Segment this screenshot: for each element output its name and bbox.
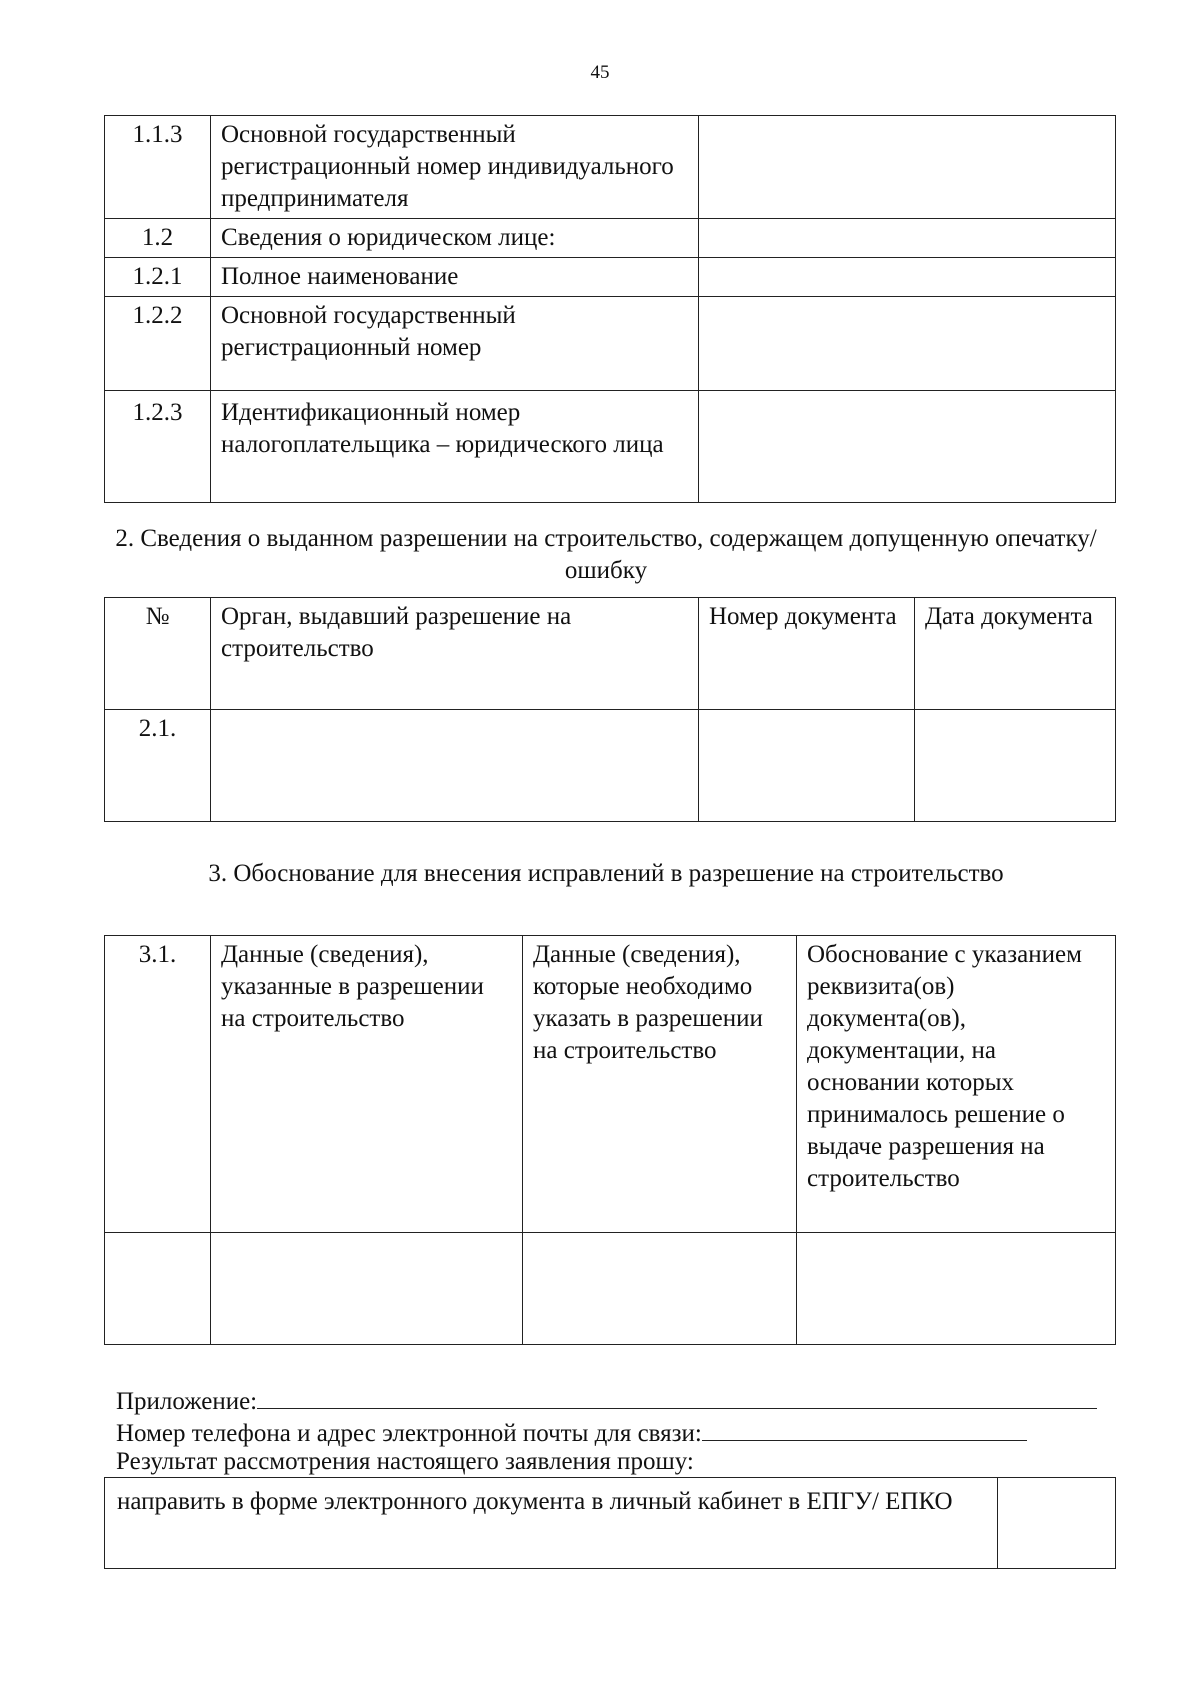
row-number: 1.2.3 bbox=[105, 391, 211, 503]
permit-table bbox=[104, 597, 1116, 822]
row-number: 2.1. bbox=[105, 710, 211, 822]
row-number: 1.2.2 bbox=[105, 297, 211, 391]
row-label: Идентификационный номер налогоплательщика – юридического лица bbox=[211, 391, 699, 503]
contact-field[interactable] bbox=[702, 1414, 1027, 1441]
table-header-row bbox=[105, 598, 1116, 710]
doc-number-cell[interactable] bbox=[699, 710, 915, 822]
attachment-field[interactable] bbox=[257, 1382, 1097, 1409]
table-row bbox=[105, 258, 1116, 297]
current-data-cell[interactable] bbox=[211, 1233, 523, 1345]
row-value-cell[interactable] bbox=[699, 258, 1116, 297]
col-header-authority: Орган, выдавший разрешение на строительство bbox=[211, 598, 699, 710]
table-row bbox=[105, 710, 1116, 822]
row-number: 1.1.3 bbox=[105, 116, 211, 219]
row-number: 1.2 bbox=[105, 219, 211, 258]
col-header-current-data: Данные (сведения), указанные в разрешении на строительство bbox=[211, 936, 523, 1233]
row-label: Основной государственный регистрационный номер индивидуального предпринимателя bbox=[211, 116, 699, 219]
result-line bbox=[116, 1446, 694, 1478]
table-row bbox=[105, 1233, 1116, 1345]
result-label: Результат рассмотрения настоящего заявления прошу: bbox=[116, 1448, 694, 1475]
attachment-label: Приложение: bbox=[116, 1388, 258, 1415]
col-header-doc-number: Номер документа bbox=[699, 598, 915, 710]
row-number-cell bbox=[105, 1233, 211, 1345]
row-label: Основной государственный регистрационный номер bbox=[211, 297, 699, 391]
table-row bbox=[105, 219, 1116, 258]
option-mark-cell[interactable] bbox=[998, 1478, 1116, 1569]
justification-cell[interactable] bbox=[797, 1233, 1116, 1345]
applicant-table bbox=[104, 115, 1116, 503]
correction-table bbox=[104, 935, 1116, 1345]
option-text: направить в форме электронного документа в личный кабинет в ЕПГУ/ ЕПКО bbox=[105, 1478, 998, 1569]
table-row bbox=[105, 391, 1116, 503]
row-value-cell[interactable] bbox=[699, 297, 1116, 391]
col-header-doc-date: Дата документа bbox=[915, 598, 1116, 710]
row-value-cell[interactable] bbox=[699, 219, 1116, 258]
row-value-cell[interactable] bbox=[699, 391, 1116, 503]
table-row bbox=[105, 116, 1116, 219]
col-header-number: № bbox=[105, 598, 211, 710]
new-data-cell[interactable] bbox=[523, 1233, 797, 1345]
page-number: 45 bbox=[590, 62, 610, 83]
row-number: 1.2.1 bbox=[105, 258, 211, 297]
row-number: 3.1. bbox=[105, 936, 211, 1233]
section-2-heading: 2. Сведения о выданном разрешении на строительство, содержащем допущенную опечатку/ ошибку bbox=[115, 525, 1097, 584]
row-label: Полное наименование bbox=[211, 258, 699, 297]
contact-line bbox=[116, 1414, 1027, 1450]
table-row bbox=[105, 1478, 1116, 1569]
col-header-new-data: Данные (сведения), которые необходимо указать в разрешении на строительство bbox=[523, 936, 797, 1233]
table-row bbox=[105, 297, 1116, 391]
authority-cell[interactable] bbox=[211, 710, 699, 822]
row-label: Сведения о юридическом лице: bbox=[211, 219, 699, 258]
contact-label: Номер телефона и адрес электронной почты для связи: bbox=[116, 1420, 702, 1447]
table-header-row bbox=[105, 936, 1116, 1233]
col-header-justification: Обоснование с указанием реквизита(ов) документа(ов), документации, на основании которых принималось решение о выдаче разрешения на строительство bbox=[797, 936, 1116, 1233]
attachment-line bbox=[116, 1382, 1097, 1418]
result-options-table bbox=[104, 1477, 1116, 1569]
doc-date-cell[interactable] bbox=[915, 710, 1116, 822]
section-3-heading: 3. Обоснование для внесения исправлений в разрешение на строительство bbox=[208, 860, 1004, 887]
row-value-cell[interactable] bbox=[699, 116, 1116, 219]
